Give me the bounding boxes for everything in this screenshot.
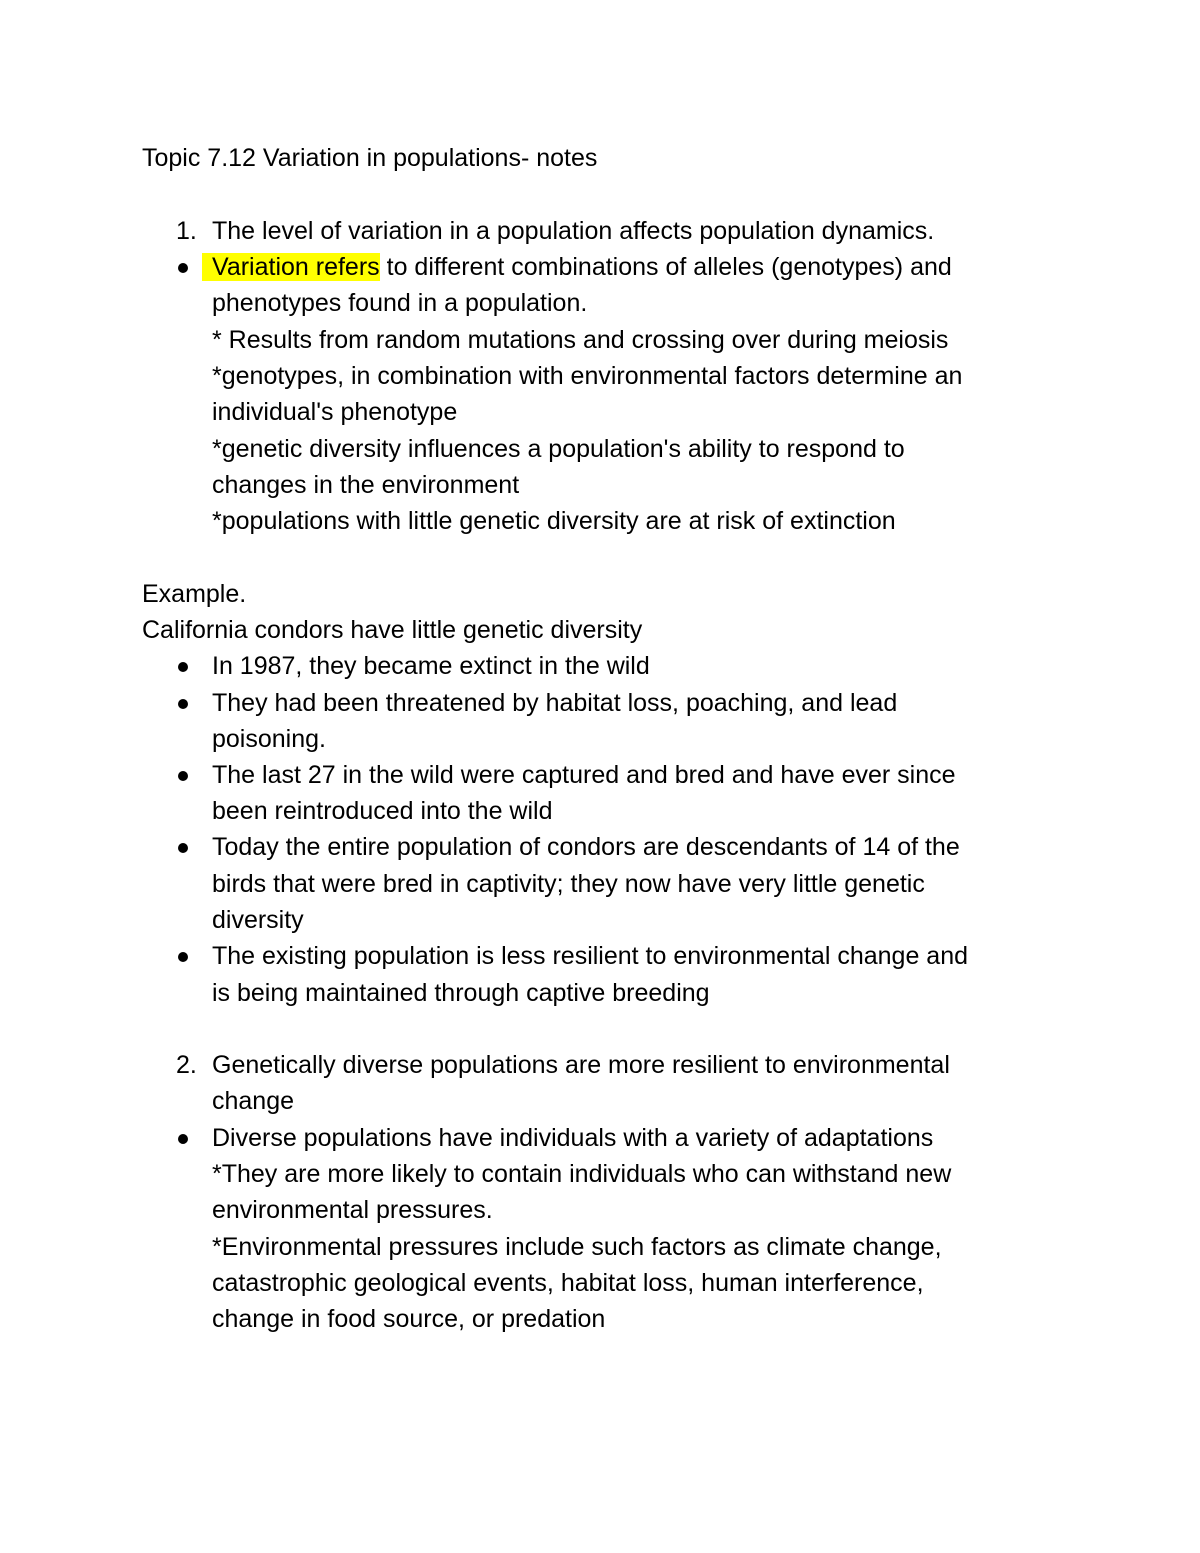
bullet-text-continued: birds that were bred in captivity; they now have very little genetic [212, 870, 925, 898]
bullet-text: The last 27 in the wild were captured and bred and have ever since [212, 761, 956, 789]
note-line: changes in the environment [212, 471, 520, 499]
highlighted-text: Variation refers [202, 253, 380, 281]
note-line: *Environmental pressures include such factors as climate change, [212, 1233, 942, 1261]
bullet-icon [178, 952, 188, 962]
bullet-icon [178, 1134, 188, 1144]
bullet-text: In 1987, they became extinct in the wild [212, 652, 650, 680]
note-line: *They are more likely to contain individuals who can withstand new [212, 1160, 952, 1188]
bullet-text: Today the entire population of condors are descendants of 14 of the [212, 833, 960, 861]
list-item-text-continued: change [212, 1087, 295, 1115]
list-number: 1. [176, 217, 197, 245]
example-heading: California condors have little genetic diversity [142, 616, 643, 644]
bullet-text: They had been threatened by habitat loss, poaching, and lead [212, 689, 898, 717]
bullet-text-continued: poisoning. [212, 725, 326, 753]
note-line: change in food source, or predation [212, 1305, 606, 1333]
bullet-text: Diverse populations have individuals with a variety of adaptations [212, 1124, 934, 1152]
note-line: environmental pressures. [212, 1196, 493, 1224]
note-line: * Results from random mutations and crossing over during meiosis [212, 326, 949, 354]
document-title: Topic 7.12 Variation in populations- notes [142, 144, 598, 172]
list-item-text: The level of variation in a population affects population dynamics. [212, 217, 935, 245]
bullet-text-continued: diversity [212, 906, 304, 934]
bullet-text: The existing population is less resilient to environmental change and [212, 942, 969, 970]
note-line: *genetic diversity influences a population's ability to respond to [212, 435, 905, 463]
bullet-text-continued: phenotypes found in a population. [212, 289, 588, 317]
bullet-text-continued: is being maintained through captive breeding [212, 979, 710, 1007]
bullet-icon [178, 263, 188, 273]
note-line: *populations with little genetic diversity are at risk of extinction [212, 507, 896, 535]
example-label: Example. [142, 580, 247, 608]
note-line: *genotypes, in combination with environmental factors determine an [212, 362, 963, 390]
bullet-icon [178, 843, 188, 853]
bullet-text [202, 249, 952, 285]
bullet-icon [178, 771, 188, 781]
bullet-text-rest: to different combinations of alleles (genotypes) and [386, 253, 952, 281]
bullet-text-continued: been reintroduced into the wild [212, 797, 553, 825]
note-line: individual's phenotype [212, 398, 458, 426]
list-number: 2. [176, 1051, 197, 1079]
list-item-text: Genetically diverse populations are more resilient to environmental [212, 1051, 950, 1079]
bullet-icon [178, 699, 188, 709]
bullet-icon [178, 662, 188, 672]
note-line: catastrophic geological events, habitat loss, human interference, [212, 1269, 924, 1297]
